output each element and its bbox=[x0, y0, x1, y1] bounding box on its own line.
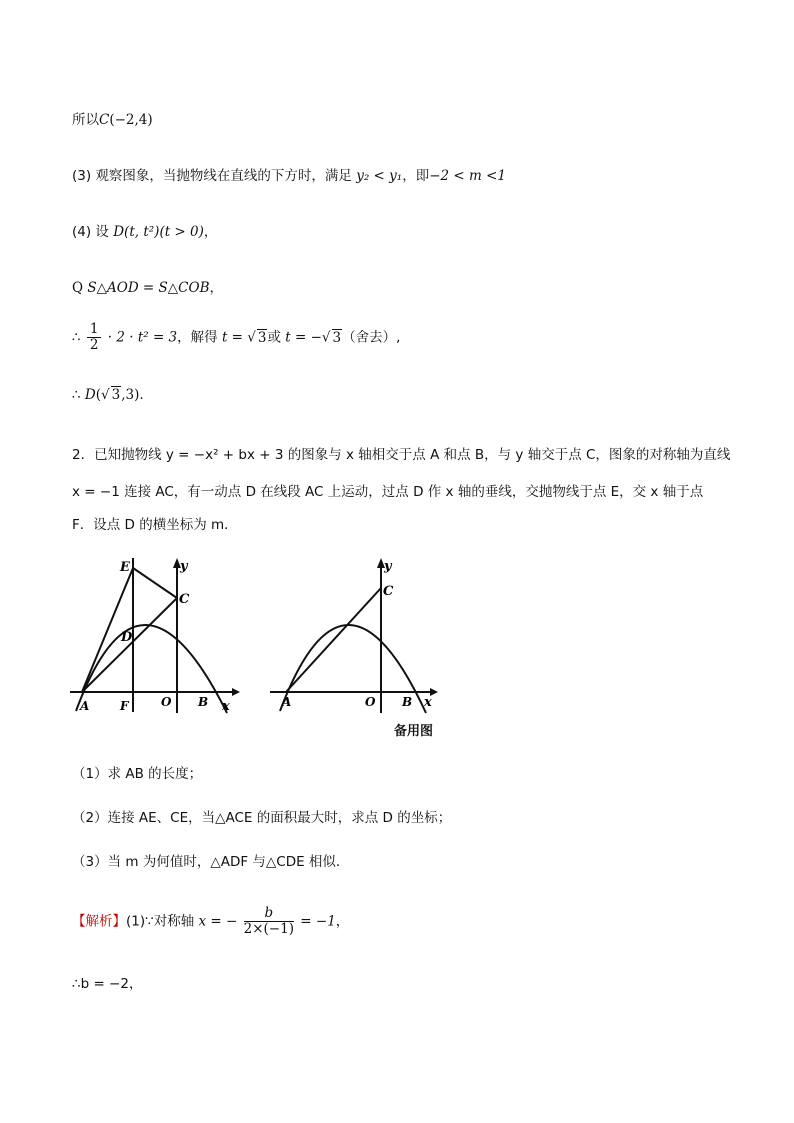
one-half-fraction: $\frac{1}{2}$ bbox=[87, 322, 102, 353]
problem2-line2: x = −1 连接 AC，有一动点 D 在线段 AC 上运动，过点 D 作 x 轴的垂线，交抛物线于点 E，交 x 轴于点 bbox=[72, 484, 704, 500]
area-equation: Q S△AOD = S△COB， bbox=[72, 280, 223, 296]
label-c: C bbox=[179, 592, 190, 607]
label-b: B bbox=[198, 695, 209, 709]
question-1: （1）求 AB 的长度； bbox=[72, 766, 203, 782]
solution-b-value: ∴b = −2， bbox=[72, 976, 143, 992]
label-o: O bbox=[161, 695, 172, 709]
label-c-2: C bbox=[383, 584, 394, 599]
segment-ac-2 bbox=[286, 588, 381, 692]
analysis-tag: 【解析】 bbox=[72, 913, 126, 930]
label-b-2: B bbox=[402, 695, 413, 709]
problem2-line3: F．设点 D 的横坐标为 m． bbox=[72, 517, 238, 533]
main-figure bbox=[70, 558, 240, 713]
question-3: （3）当 m 为何值时，△ADF 与△CDE 相似． bbox=[72, 854, 350, 870]
problem2-line1: 2．已知抛物线 y = −x² + bx + 3 的图象与 x 轴相交于点 A 和点 B，与 y 轴交于点 C，图象的对称轴为直线 bbox=[72, 447, 731, 463]
label-f: F bbox=[120, 699, 129, 713]
solution-part4: (4) 设 D(t, t²)(t > 0)， bbox=[72, 224, 218, 240]
question-2: （2）连接 AE、CE，当△ACE 的面积最大时，求点 D 的坐标； bbox=[72, 810, 452, 826]
label-y-2: y bbox=[384, 559, 392, 574]
solution-start: 【解析】(1)∵对称轴 x = − $\frac{b}{2\times(-1)}$ = −1， bbox=[72, 905, 350, 937]
point-d-result: ∴ D(√ 3,3). bbox=[72, 387, 144, 403]
label-x-2: x bbox=[424, 695, 432, 710]
label-a-2: A bbox=[282, 695, 292, 709]
solve-t-line: ∴ $\frac{1}{2}$ · 2 · t² = 3，解得 t = √ 3或 t = −√ 3（舍去）, bbox=[72, 321, 401, 353]
b-over-denominator-fraction: $\frac{b}{2\times(-1)}$ bbox=[243, 905, 294, 937]
label-e: E bbox=[120, 560, 130, 575]
label-o-2: O bbox=[365, 695, 376, 709]
segment-ce bbox=[133, 568, 177, 598]
x-axis-arrow-icon bbox=[232, 688, 240, 696]
label-a: A bbox=[80, 699, 90, 713]
figure-caption: 备用图 bbox=[394, 724, 434, 739]
label-d: D bbox=[121, 630, 133, 645]
solution-line-c: 所以C(−2,4) bbox=[72, 112, 153, 128]
backup-figure bbox=[270, 558, 438, 713]
parabola-figures bbox=[70, 548, 450, 718]
segment-ac bbox=[82, 598, 177, 692]
label-y: y bbox=[180, 559, 188, 574]
solution-part3: (3) 观察图象，当抛物线在直线的下方时，满足 y₂ < y₁，即−2 < m <1 bbox=[72, 168, 506, 184]
label-x: x bbox=[222, 699, 230, 714]
